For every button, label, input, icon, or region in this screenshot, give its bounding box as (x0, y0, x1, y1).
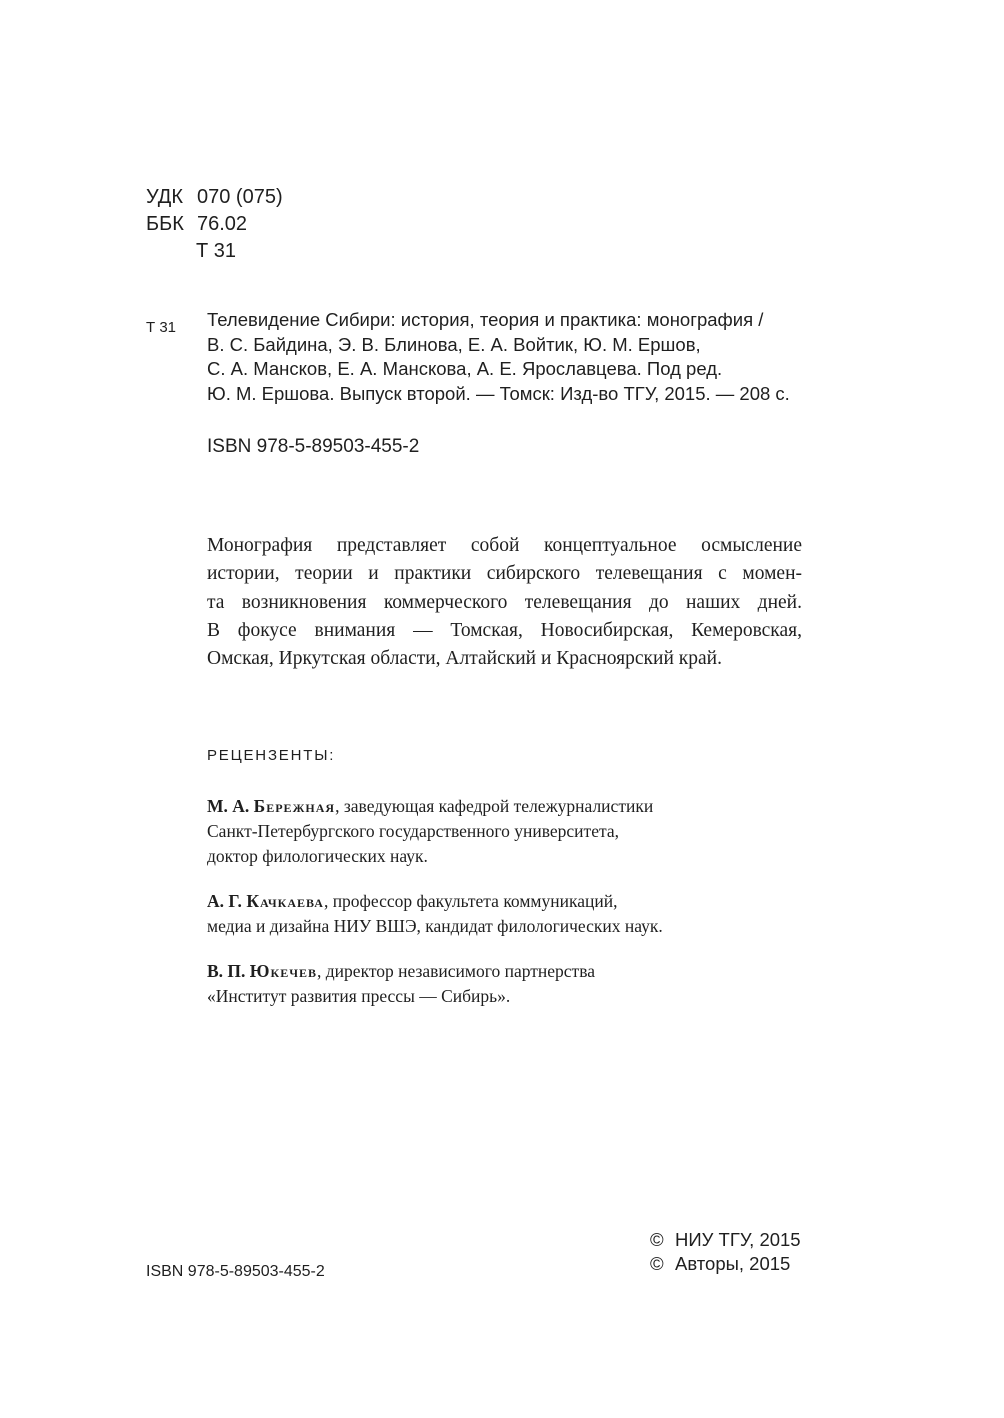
copyright-holder: НИУ ТГУ, 2015 (675, 1229, 801, 1250)
reviewer-initials: М. А. (207, 796, 254, 816)
reviewer-initials: В. П. (207, 961, 250, 981)
copyright-line (650, 1228, 801, 1252)
copyright-holder: Авторы, 2015 (675, 1253, 791, 1274)
udk-label: УДК (146, 186, 184, 208)
reviewer-entry (207, 794, 767, 869)
classification-block (146, 184, 283, 265)
copyright-line (650, 1252, 801, 1276)
reviewer-first-line (207, 889, 767, 914)
annotation-paragraph (207, 532, 802, 673)
reviewer-line: медиа и дизайна НИУ ВШЭ, кандидат филологических наук. (207, 916, 663, 936)
reviewer-surname: Юкечев (249, 961, 318, 981)
annotation-line: Монография представляет собой концептуальное осмысление (207, 535, 802, 556)
reviewer-surname: Бережная (253, 796, 336, 816)
reviewers-heading: РЕЦЕНЗЕНТЫ: (207, 747, 336, 764)
bbk-label: ББК (146, 213, 184, 235)
copyright-symbol: © (650, 1229, 664, 1250)
isbn-footer: ISBN 978-5-89503-455-2 (146, 1263, 325, 1280)
bbk-value: 76.02 (197, 213, 248, 235)
reviewer-initials: А. Г. (207, 891, 247, 911)
reviewer-position: , директор независимого партнерства (317, 961, 596, 981)
bibliography-description (207, 308, 807, 406)
reviewer-first-line (207, 959, 767, 984)
bibliography-line: С. А. Мансков, Е. А. Манскова, А. Е. Ярославцева. Под ред. (207, 358, 723, 379)
reviewer-surname: Качкаева (246, 891, 324, 911)
reviewer-line: «Институт развития прессы — Сибирь». (207, 986, 511, 1006)
annotation-line: истории, теории и практики сибирского телевещания с момен- (207, 563, 802, 585)
annotation-line: В фокусе внимания — Томская, Новосибирская, Кемеровская, (207, 619, 802, 641)
reviewer-position: , заведующая кафедрой тележурналистики (335, 796, 654, 816)
bibliography-line: В. С. Байдина, Э. В. Блинова, Е. А. Войтик, Ю. М. Ершов, (207, 333, 701, 355)
reviewer-first-line (207, 794, 767, 819)
udk-row (146, 184, 283, 211)
reviewer-line: доктор филологических наук. (207, 846, 428, 866)
reviewer-line: Санкт-Петербургского государственного университета, (207, 821, 619, 841)
reviewer-position: , профессор факультета коммуникаций, (323, 891, 618, 911)
copyright-symbol: © (650, 1253, 664, 1274)
annotation-line: Омская, Иркутская области, Алтайский и Красноярский край. (207, 648, 722, 670)
reviewer-entry (207, 889, 767, 939)
udk-value: 070 (075) (197, 186, 283, 208)
bibliography-line: Телевидение Сибири: история, теория и практика: монография / (207, 309, 764, 330)
annotation-line: та возникновения коммерческого телевещания до наших дней. (207, 591, 802, 613)
bbk-row (146, 211, 283, 238)
bibliography-code: Т 31 (146, 319, 177, 336)
copyright-block (650, 1228, 801, 1276)
author-mark: Т 31 (196, 240, 237, 262)
bibliography-line: Ю. М. Ершова. Выпуск второй. — Томск: Изд-во ТГУ, 2015. — 208 с. (207, 382, 790, 404)
isbn-main: ISBN 978-5-89503-455-2 (207, 436, 420, 457)
reviewer-entry (207, 959, 767, 1009)
